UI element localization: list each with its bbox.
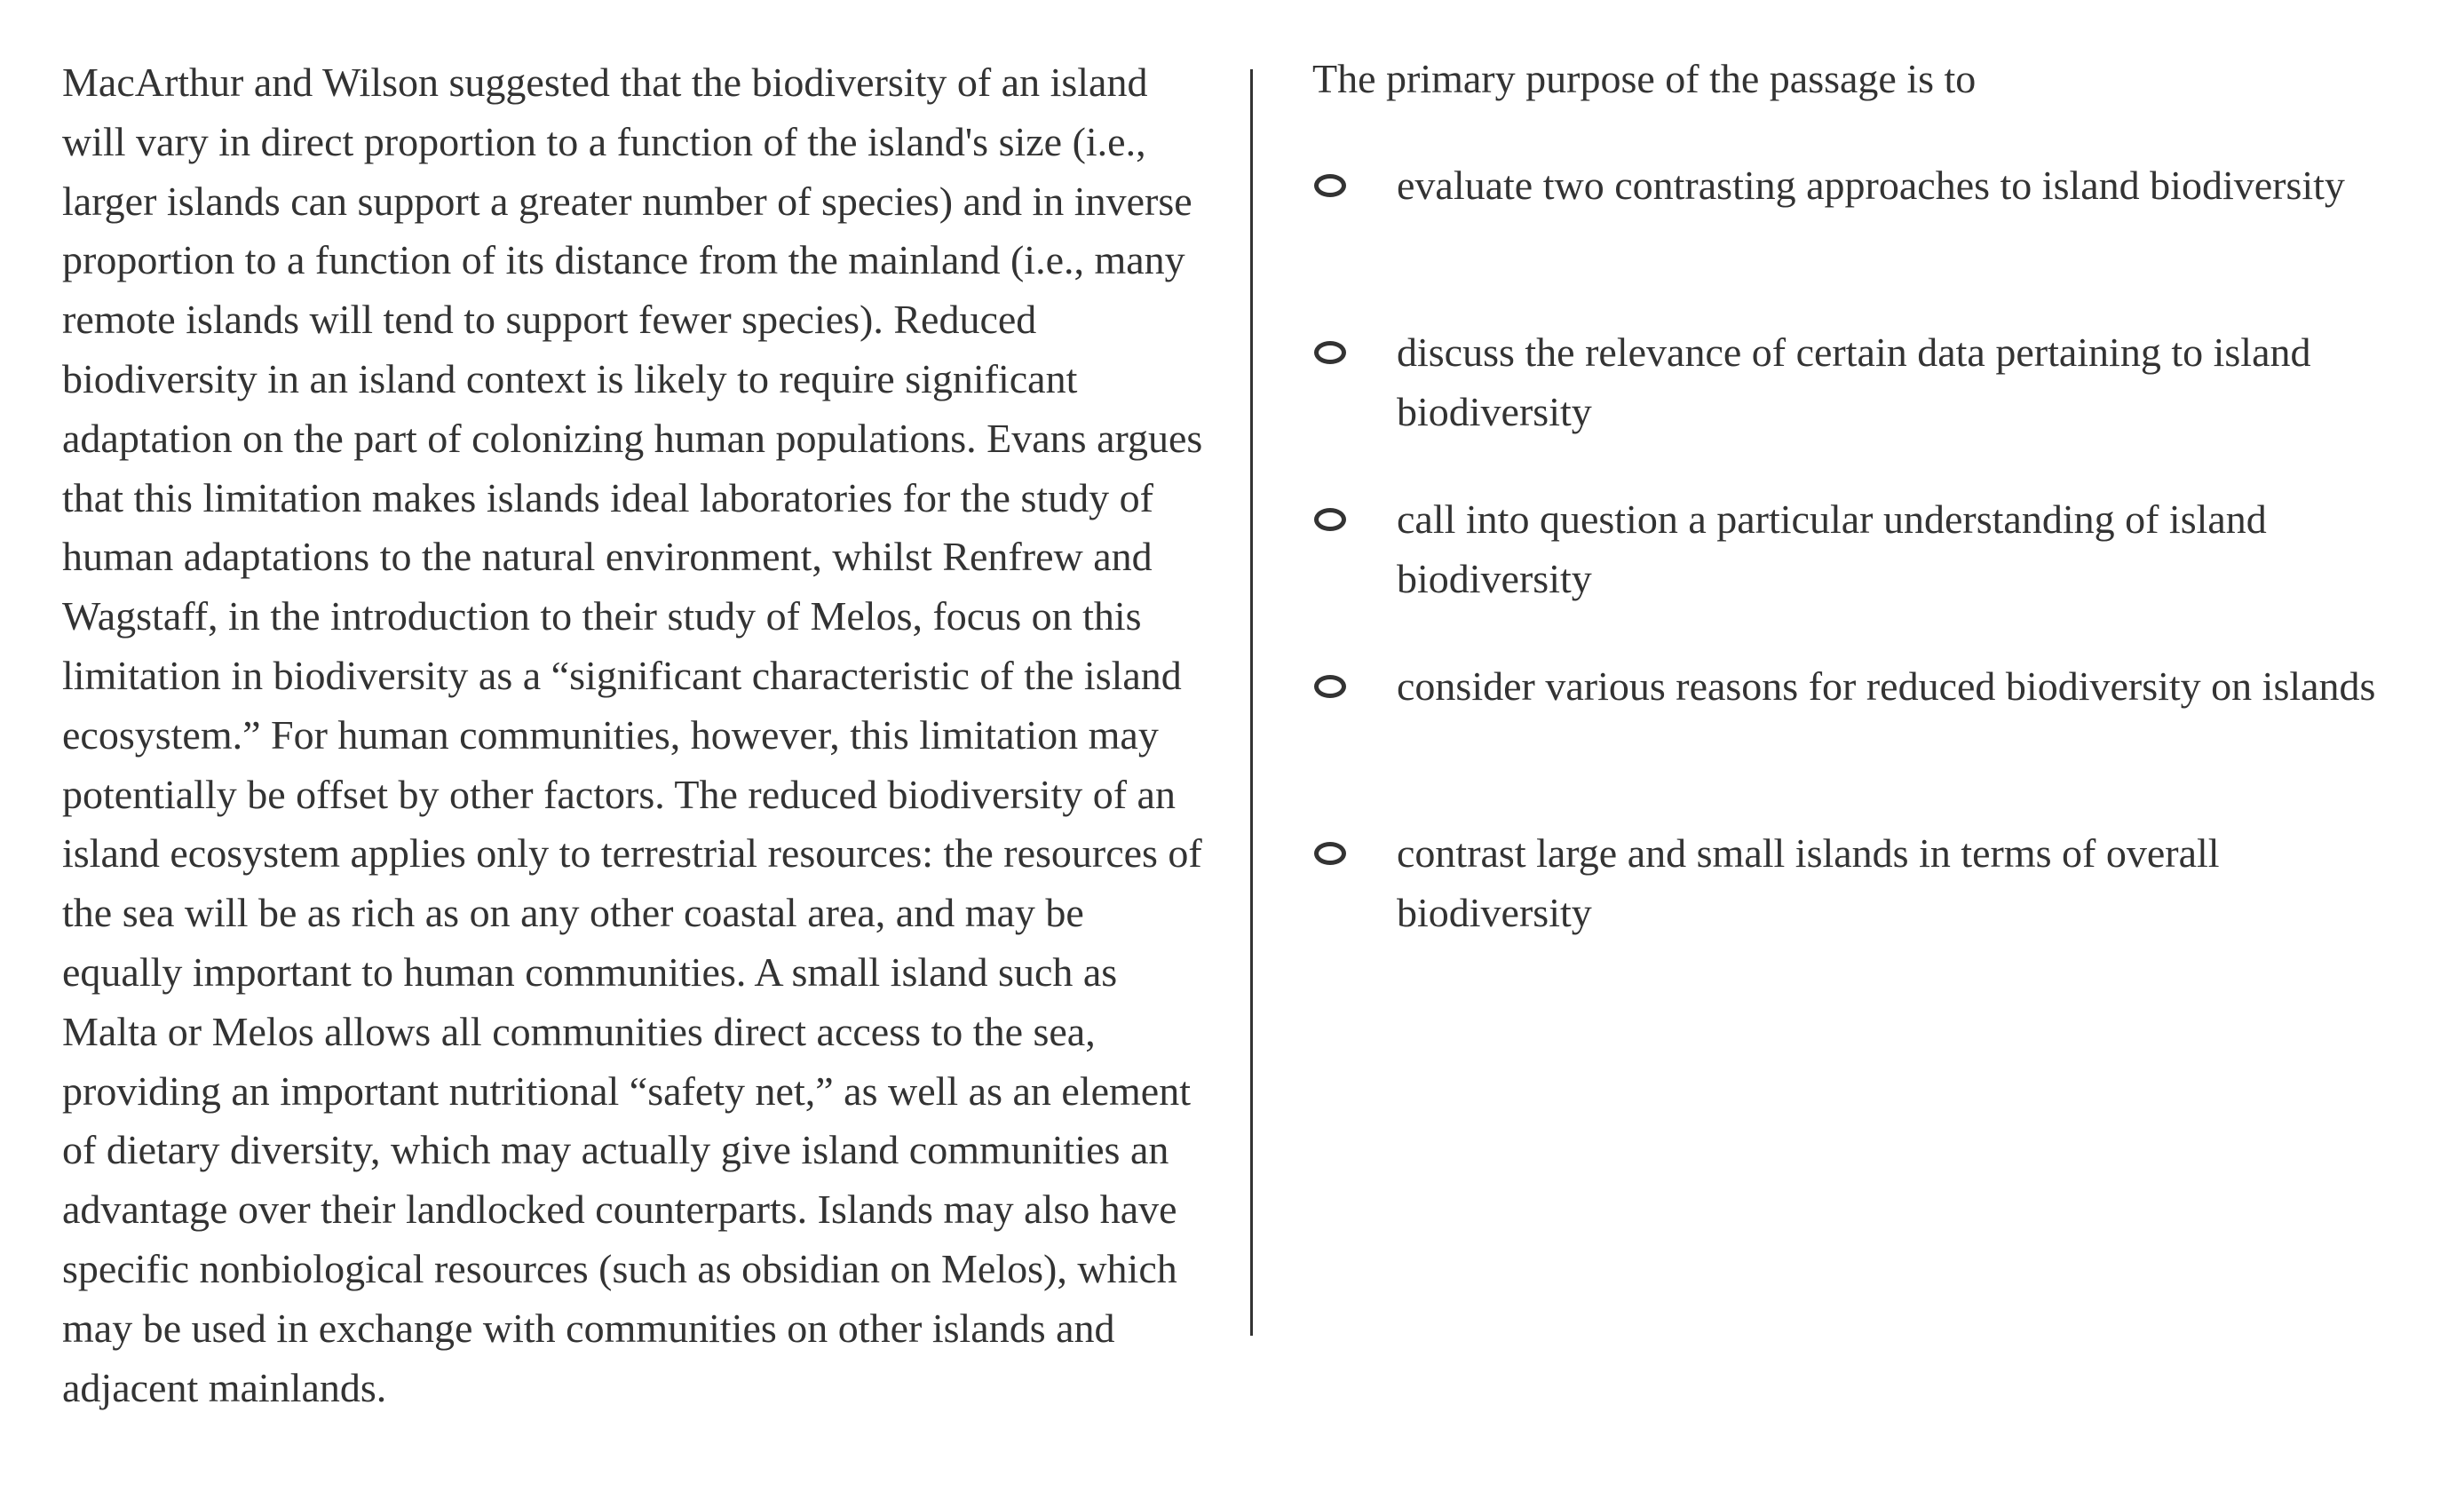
- answer-option-label[interactable]: discuss the relevance of certain data pertaining to island biodiversity: [1397, 329, 2311, 434]
- answer-option-e[interactable]: [1312, 824, 2422, 991]
- answer-option-c[interactable]: [1312, 490, 2422, 657]
- radio-button-icon[interactable]: [1314, 842, 1346, 865]
- panel-divider: [1250, 69, 1253, 1336]
- question-panel: [1312, 50, 2422, 935]
- answer-option-label[interactable]: contrast large and small islands in terms of overall biodiversity: [1397, 830, 2220, 935]
- answer-option-label[interactable]: consider various reasons for reduced biodiversity on islands: [1397, 663, 2376, 709]
- answer-options: [1312, 156, 2422, 991]
- answer-option-label[interactable]: evaluate two contrasting approaches to island biodiversity: [1397, 163, 2345, 208]
- radio-button-icon[interactable]: [1314, 174, 1346, 197]
- answer-option-a[interactable]: [1312, 156, 2422, 323]
- radio-button-icon[interactable]: [1314, 675, 1346, 698]
- answer-option-label[interactable]: call into question a particular understanding of island biodiversity: [1397, 496, 2267, 601]
- radio-button-icon[interactable]: [1314, 508, 1346, 531]
- answer-option-b[interactable]: [1312, 323, 2422, 490]
- reading-passage: MacArthur and Wilson suggested that the biodiversity of an island will vary in direct proportion to a function of the island's size (i.e., larger islands can support a greater number of species) and in inverse proportion to a function of its distance from the mainland (i.e., many remote islands will tend to support fewer species). Reduced biodiversity in an island context is likely to require significant adaptation on the part of colonizing human populations. Evans argues that this limitation makes islands ideal laboratories for the study of human adaptations to the natural environment, whilst Renfrew and Wagstaff, in the introduction to their study of Melos, focus on this limitation in biodiversity as a “significant characteristic of the island ecosystem.” For human communities, however, this limitation may potentially be offset by other factors. The reduced biodiversity of an island ecosystem applies only to terrestrial resources: the resources of the sea will be as rich as on any other coastal area, and may be equally important to human communities. A small island such as Malta or Melos allows all communities direct access to the sea, providing an important nutritional “safety net,” as well as an element of dietary diversity, which may actually give island communities an advantage over their landlocked counterparts. Islands may also have specific nonbiological resources (such as obsidian on Melos), which may be used in exchange with communities on other islands and adjacent mainlands.: [62, 60, 1203, 1410]
- answer-option-d[interactable]: [1312, 657, 2422, 824]
- radio-button-icon[interactable]: [1314, 341, 1346, 364]
- question-stem: The primary purpose of the passage is to: [1312, 56, 1977, 101]
